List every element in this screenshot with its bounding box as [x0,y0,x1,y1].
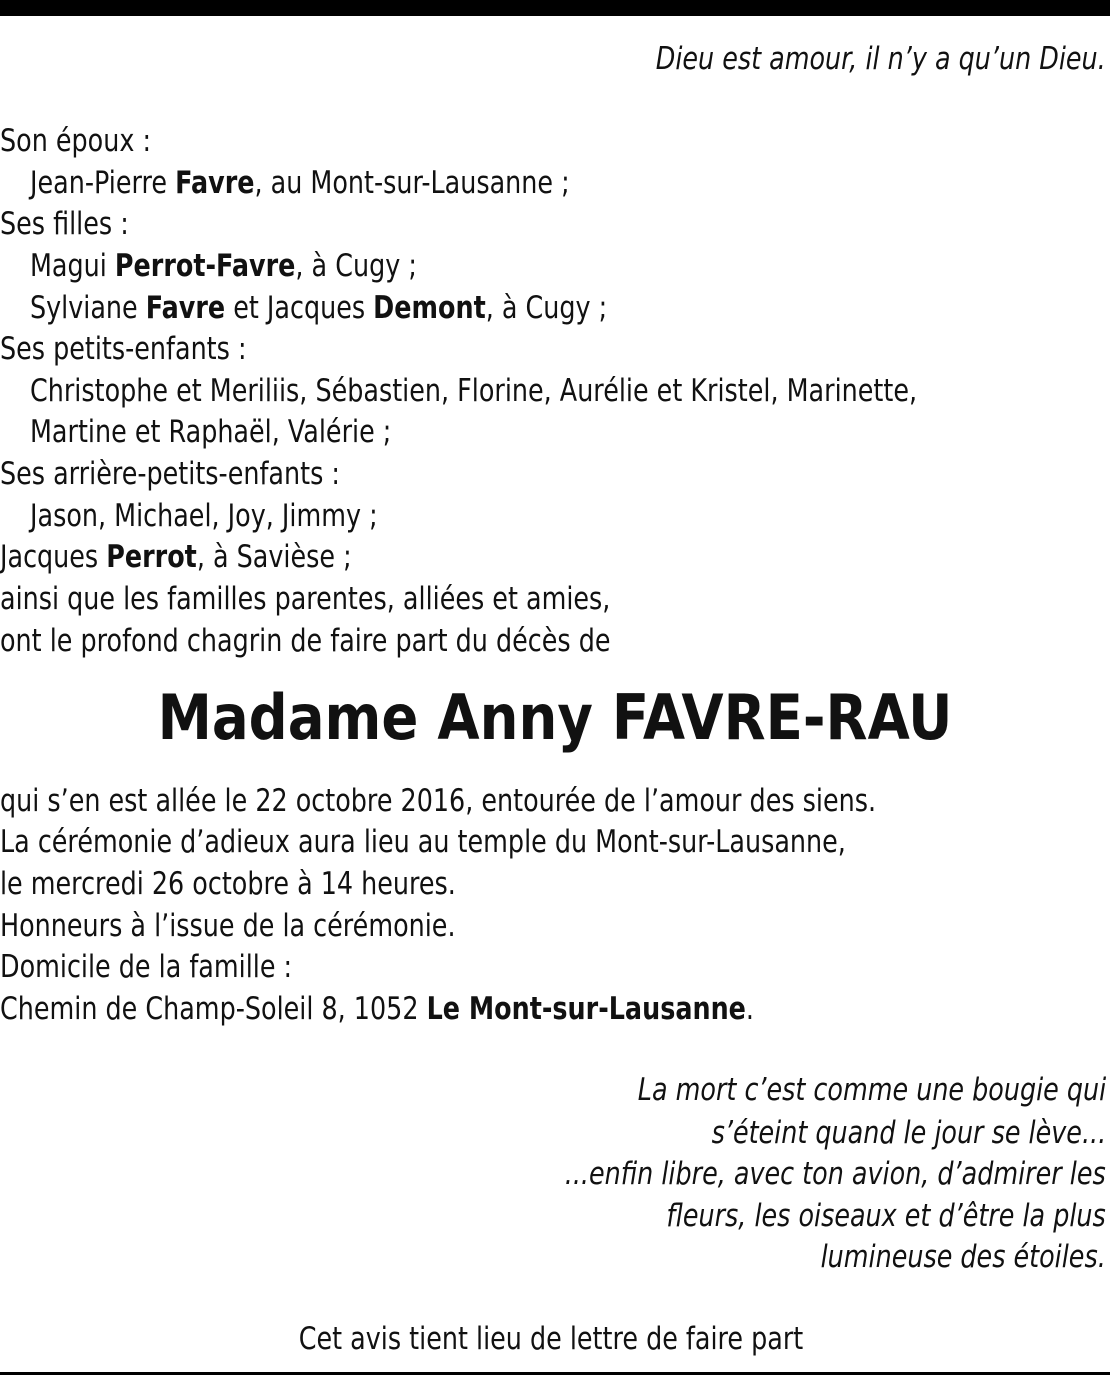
great-grandchildren-heading: Ses arrière-petits-enfants : [0,456,340,492]
detail-line-1: qui s’en est allée le 22 octobre 2016, entourée de l’amour des siens. [0,783,877,819]
top-rule [0,0,1110,16]
great-grandchildren-line: Jason, Michael, Joy, Jimmy ; [30,498,378,534]
poem-line-3: ...enfin libre, avec ton avion, d’admirer les [565,1156,1106,1192]
poem-line-4: fleurs, les oiseaux et d’être la plus [666,1198,1106,1234]
grandchildren-heading: Ses petits-enfants : [0,331,247,367]
detail-line-3: le mercredi 26 octobre à 14 heures. [0,866,456,902]
epigraph: Dieu est amour, il n’y a qu’un Dieu. [656,41,1106,77]
spouse-line: Jean-Pierre Favre, au Mont-sur-Lausanne ; [30,165,570,201]
detail-line-2: La cérémonie d’adieux aura lieu au temple du Mont-sur-Lausanne, [0,824,846,860]
announcement-line: ont le profond chagrin de faire part du décès de [0,623,611,659]
deceased-name: Madame Anny FAVRE-RAU [157,681,953,754]
poem-line-5: lumineuse des étoiles. [820,1239,1106,1275]
bottom-rule [0,1372,1110,1375]
detail-line-4: Honneurs à l’issue de la cérémonie. [0,908,456,944]
poem-line-1: La mort c’est comme une bougie qui [637,1072,1106,1108]
address-line: Chemin de Champ-Soleil 8, 1052 Le Mont-sur-Lausanne. [0,991,755,1027]
families-line: ainsi que les familles parentes, alliées et amies, [0,581,611,617]
detail-line-5: Domicile de la famille : [0,949,293,985]
daughters-heading: Ses filles : [0,206,129,242]
spouse-heading: Son époux : [0,123,152,159]
poem-line-2: s’éteint quand le jour se lève... [711,1115,1106,1151]
daughter-line-1: Magui Perrot-Favre, à Cugy ; [30,248,417,284]
footer-note: Cet avis tient lieu de lettre de faire part [298,1321,804,1357]
other-relative-line: Jacques Perrot, à Savièse ; [0,539,352,575]
grandchildren-line-1: Christophe et Meriliis, Sébastien, Florine, Aurélie et Kristel, Marinette, [30,373,918,409]
daughter-line-2: Sylviane Favre et Jacques Demont, à Cugy ; [30,290,608,326]
grandchildren-line-2: Martine et Raphaël, Valérie ; [30,414,392,450]
